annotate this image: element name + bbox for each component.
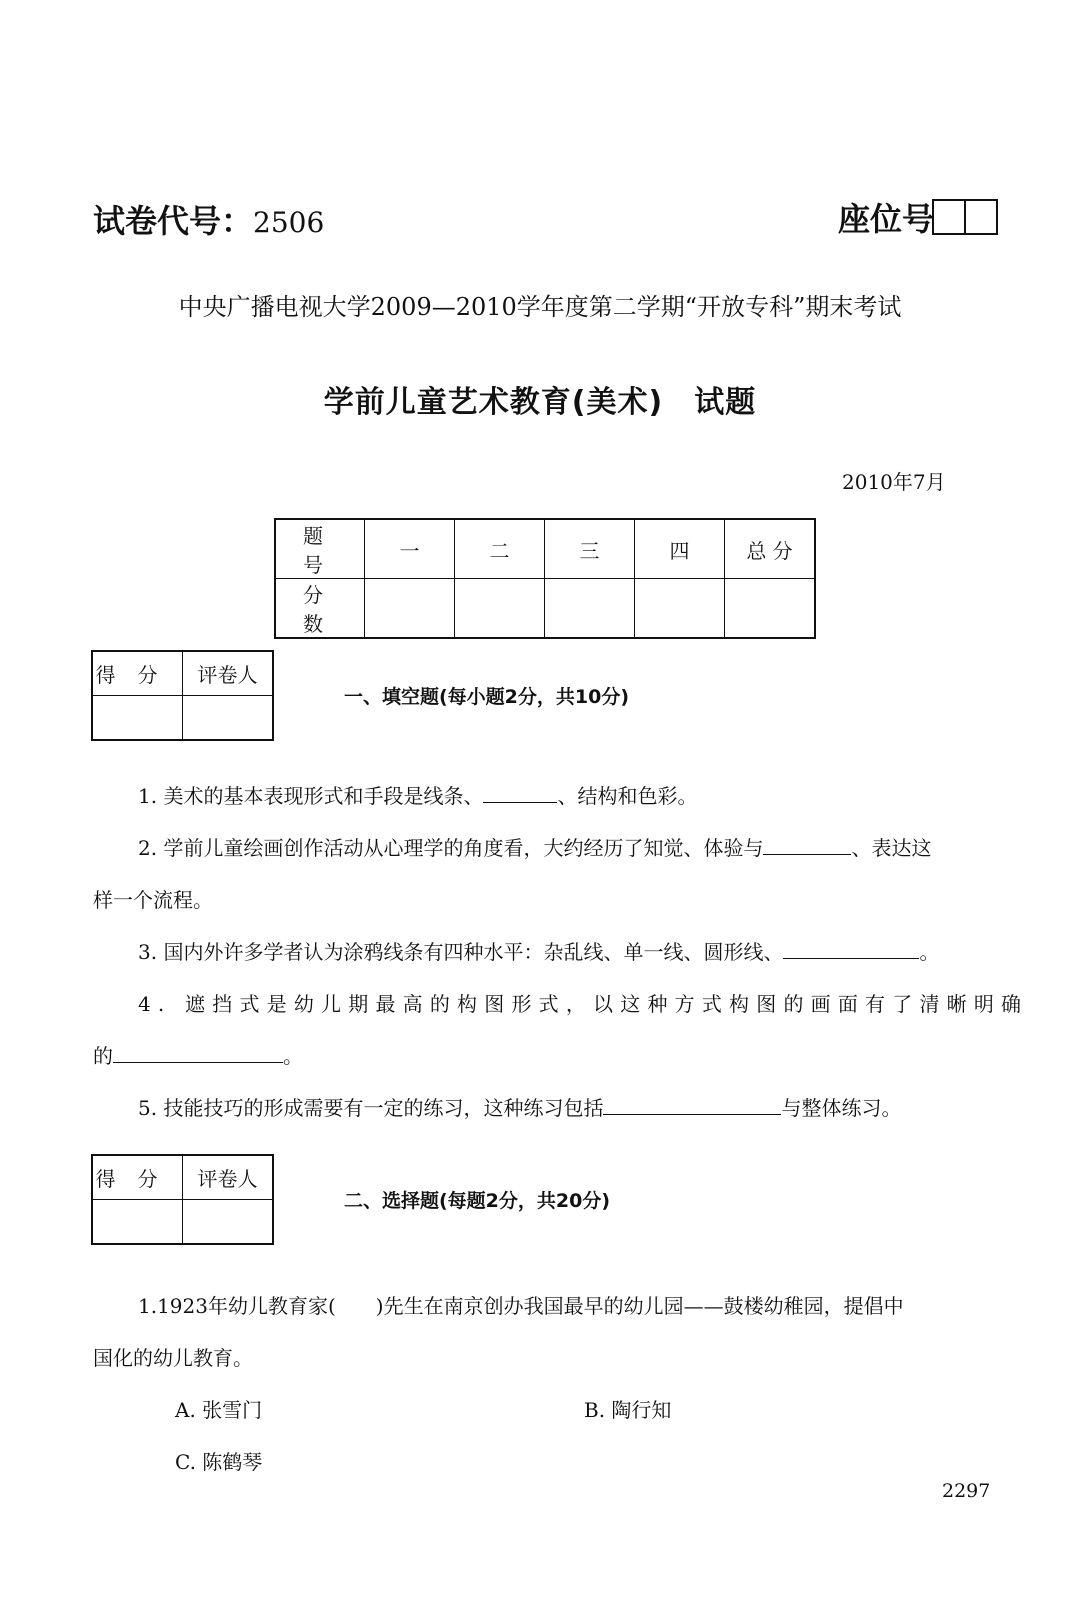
grader-box — [91, 650, 274, 741]
score-table-score-row — [275, 579, 815, 639]
section-title: 二、选择题(每题2分，共20分) — [344, 1190, 611, 1212]
question-continuation: 国化的幼儿教育。 — [93, 1346, 253, 1370]
grader-box-score-cell[interactable] — [92, 696, 183, 741]
score-table-cell: 题 号 — [275, 519, 365, 579]
section-title: 一、填空题(每小题2分，共10分) — [344, 686, 630, 708]
grader-box — [91, 1154, 274, 1245]
question-text: 的 — [93, 1044, 113, 1068]
score-entry-cell[interactable] — [545, 579, 635, 639]
question-text: 。 — [283, 1044, 303, 1068]
question-fill-4: 4. 遮挡式是幼儿期最高的构图形式，以这种方式构图的画面有了清晰明确 — [138, 992, 1029, 1016]
question-text: 1. 美术的基本表现形式和手段是线条、 — [138, 784, 484, 808]
question-choice-1: 1.1923年幼儿教育家( )先生在南京创办我国最早的幼儿园——鼓楼幼稚园，提倡中 — [138, 1294, 904, 1318]
score-entry-cell[interactable] — [635, 579, 725, 639]
question-continuation — [93, 1040, 303, 1069]
question-fill-5 — [138, 1092, 901, 1121]
seat-number — [838, 194, 998, 240]
question-fill-1 — [138, 780, 697, 809]
question-text: 与整体练习。 — [781, 1096, 902, 1120]
grader-box-grader-label: 评卷人 — [183, 651, 274, 696]
score-table-header-row — [275, 519, 815, 579]
seat-number-label: 座位号 — [838, 200, 935, 238]
question-text: 。 — [919, 940, 940, 964]
option-c[interactable]: C. 陈鹤琴 — [175, 1450, 263, 1474]
question-text: 、表达这 — [851, 836, 932, 860]
question-text: 、结构和色彩。 — [557, 784, 698, 808]
grader-box-grader-cell[interactable] — [183, 1200, 274, 1245]
question-fill-2 — [138, 832, 931, 861]
answer-blank[interactable] — [113, 1042, 283, 1063]
score-table-cell: 分 数 — [275, 579, 365, 639]
grader-box-score-label: 得分 — [92, 1155, 183, 1200]
score-table-cell: 二 — [455, 519, 545, 579]
paper-code-label: 试卷代号： — [93, 202, 254, 240]
answer-blank[interactable] — [483, 782, 557, 803]
question-fill-3 — [138, 936, 939, 965]
page-number: 2297 — [942, 1480, 991, 1502]
answer-blank[interactable] — [603, 1094, 781, 1115]
score-table-cell: 四 — [635, 519, 725, 579]
score-entry-cell[interactable] — [455, 579, 545, 639]
question-text: 2. 学前儿童绘画创作活动从心理学的角度看，大约经历了知觉、体验与 — [138, 836, 764, 860]
score-entry-cell[interactable] — [365, 579, 455, 639]
score-table-cell: 总 分 — [725, 519, 816, 579]
question-continuation: 样一个流程。 — [93, 888, 213, 912]
score-entry-cell[interactable] — [725, 579, 816, 639]
school-line: 中央广播电视大学2009—2010学年度第二学期“开放专科”期末考试 — [178, 293, 902, 321]
question-text: 3. 国内外许多学者认为涂鸦线条有四种水平：杂乱线、单一线、圆形线、 — [138, 940, 784, 964]
grader-box-score-label: 得分 — [92, 651, 183, 696]
answer-blank[interactable] — [763, 834, 851, 855]
score-table-cell: 三 — [545, 519, 635, 579]
answer-blank[interactable] — [783, 938, 919, 959]
grader-box-score-cell[interactable] — [92, 1200, 183, 1245]
exam-title: 学前儿童艺术教育(美术) 试题 — [323, 385, 757, 420]
grader-box-grader-cell[interactable] — [183, 696, 274, 741]
seat-box[interactable] — [932, 199, 966, 235]
question-text: 5. 技能技巧的形成需要有一定的练习，这种练习包括 — [138, 1096, 604, 1120]
score-table — [274, 518, 816, 639]
score-table-cell: 一 — [365, 519, 455, 579]
seat-box[interactable] — [964, 199, 998, 235]
paper-code — [93, 196, 324, 242]
exam-date: 2010年7月 — [842, 470, 946, 494]
option-b[interactable]: B. 陶行知 — [584, 1398, 672, 1422]
grader-box-grader-label: 评卷人 — [183, 1155, 274, 1200]
paper-code-value: 2506 — [253, 206, 325, 239]
option-a[interactable]: A. 张雪门 — [175, 1398, 263, 1422]
